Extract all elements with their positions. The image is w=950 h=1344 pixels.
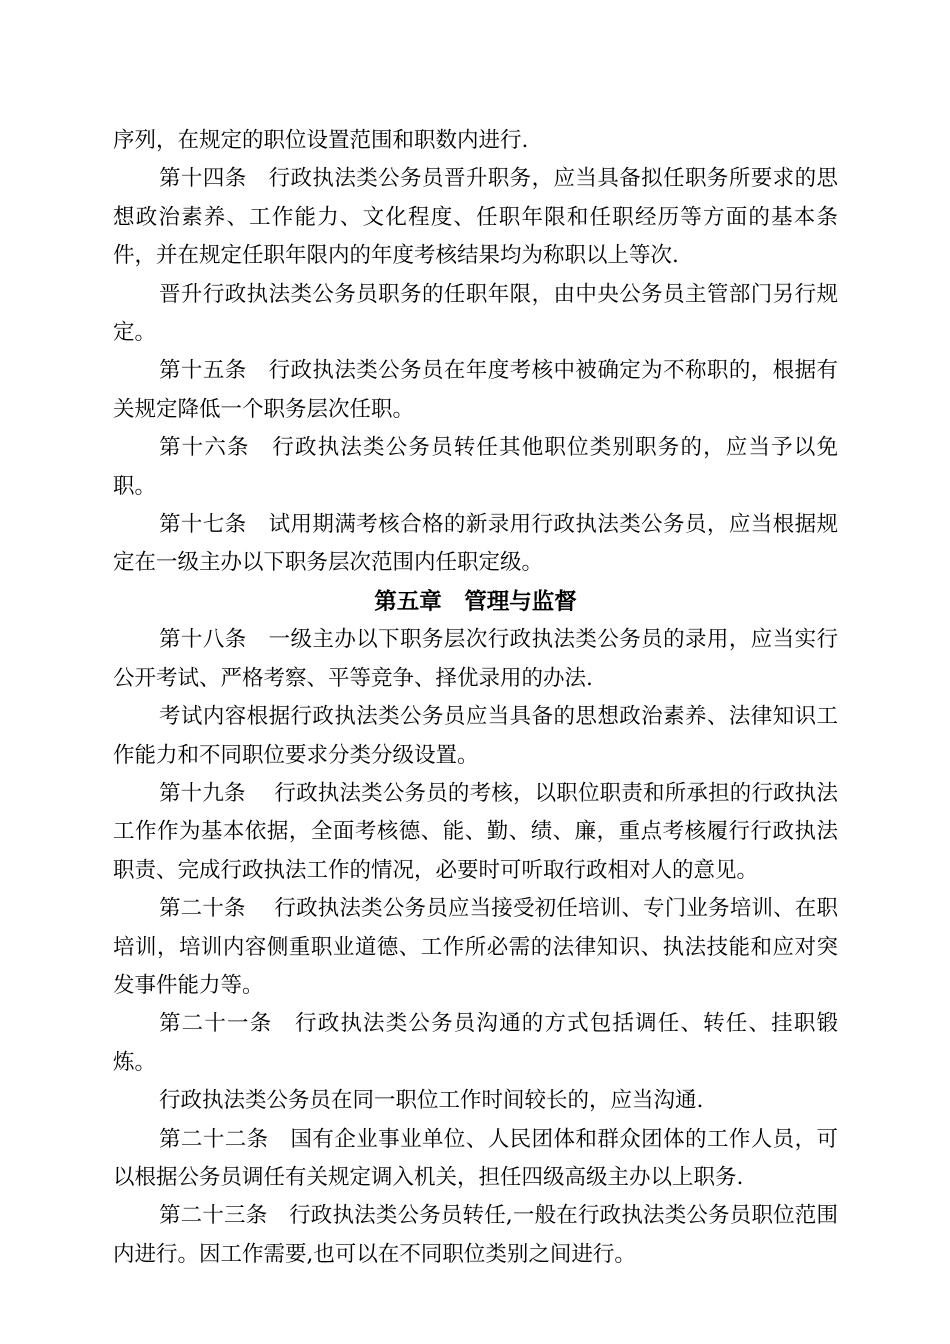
- paragraph: 晋升行政执法类公务员职务的任职年限，由中央公务员主管部门另行规定。: [113, 281, 838, 346]
- document-page: [113, 122, 838, 1274]
- article-22: 第二十二条 国有企业事业单位、人民团体和群众团体的工作人员，可以根据公务员调任有关规定调入机关，担任四级高级主办以上职务.: [113, 1126, 838, 1190]
- article-15: 第十五条 行政执法类公务员在年度考核中被确定为不称职的，根据有关规定降低一个职务层次任职。: [113, 358, 838, 422]
- article-21: 第二十一条 行政执法类公务员沟通的方式包括调任、转任、挂职锻炼。: [113, 1011, 838, 1075]
- article-19: 第十九条 行政执法类公务员的考核，以职位职责和所承担的行政执法工作作为基本依据，全面考核德、能、勤、绩、廉，重点考核履行行政执法职责、完成行政执法工作的情况，必要时可听取行政相对人的意见。: [113, 780, 838, 883]
- article-18: 第十八条 一级主办以下职务层次行政执法类公务员的录用，应当实行公开考试、严格考察、平等竞争、择优录用的办法.: [113, 627, 838, 691]
- paragraph: 序列，在规定的职位设置范围和职数内进行.: [113, 128, 529, 153]
- article-17: 第十七条 试用期满考核合格的新录用行政执法类公务员，应当根据规定在一级主办以下职务层次范围内任职定级。: [113, 512, 838, 576]
- paragraph: 考试内容根据行政执法类公务员应当具备的思想政治素养、法律知识工作能力和不同职位要求分类分级设置。: [113, 704, 838, 768]
- chapter-heading: 第五章 管理与监督: [374, 588, 577, 615]
- article-23: 第二十三条 行政执法类公务员转任,一般在行政执法类公务员职位范围内进行。因工作需要,也可以在不同职位类别之间进行。: [113, 1203, 838, 1267]
- article-16: 第十六条 行政执法类公务员转任其他职位类别职务的，应当予以免职。: [113, 435, 838, 499]
- article-20: 第二十条 行政执法类公务员应当接受初任培训、专门业务培训、在职培训，培训内容侧重职业道德、工作所必需的法律知识、执法技能和应对突发事件能力等。: [113, 896, 838, 998]
- article-14: 第十四条 行政执法类公务员晋升职务，应当具备拟任职务所要求的思想政治素养、工作能力、文化程度、任职年限和任职经历等方面的基本条件，并在规定任职年限内的年度考核结果均为称职以上等次.: [113, 166, 838, 269]
- paragraph: 行政执法类公务员在同一职位工作时间较长的，应当沟通.: [159, 1088, 704, 1114]
